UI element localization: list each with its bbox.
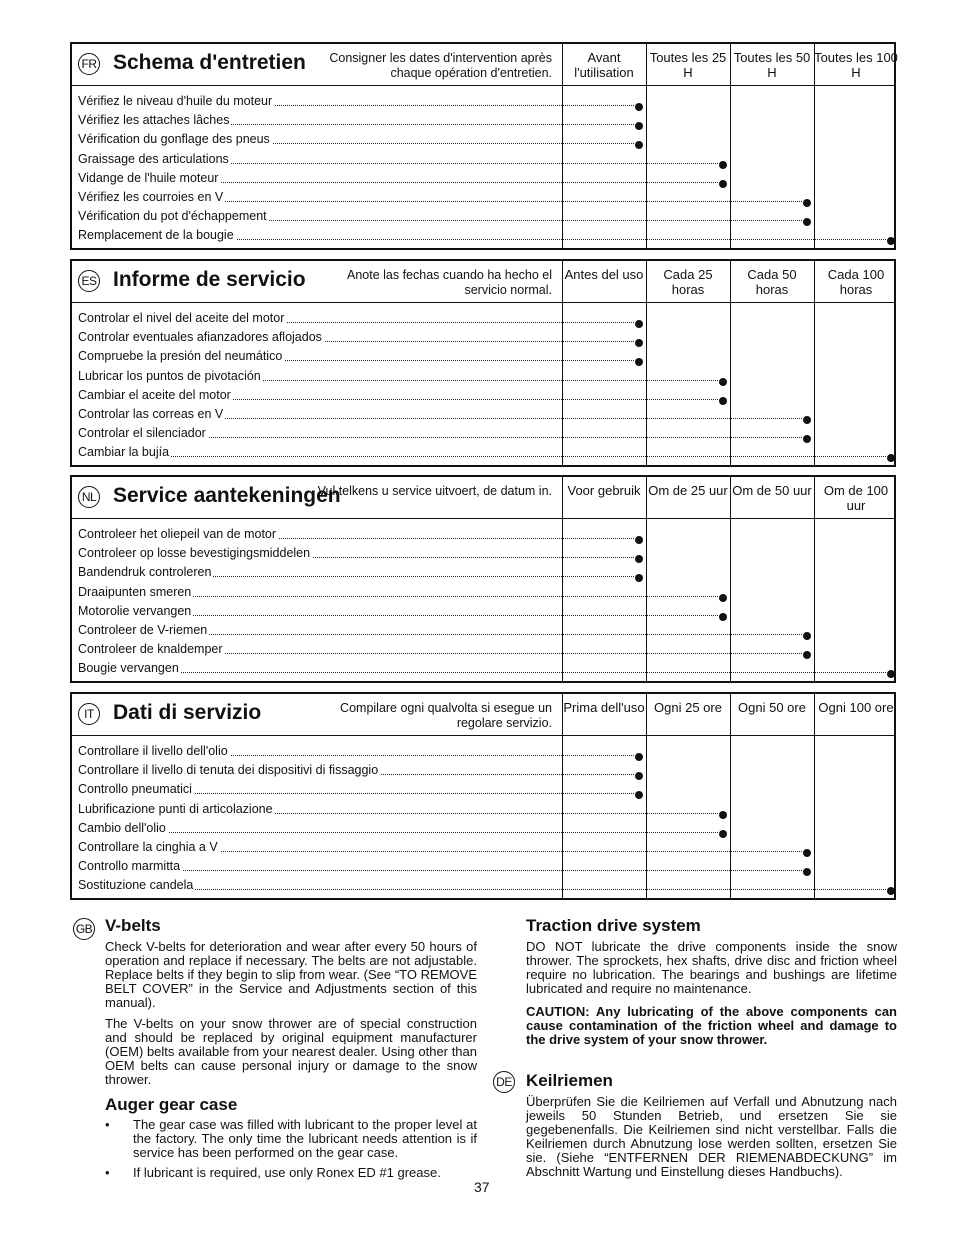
maintenance-row: [78, 226, 898, 245]
table-title: Schema d'entretien: [113, 51, 306, 74]
dot-leader: [78, 832, 718, 833]
interval-column-header: Avant l'utilisation: [574, 50, 634, 80]
maintenance-row: [78, 424, 814, 443]
maintenance-task-label: Controllo marmitta: [78, 859, 181, 874]
auger-bullet-1-text: The gear case was filled with lubricant to the proper level at the factory. The only time the lubricant needs attention is if service has been performed on the gear case.: [133, 1117, 477, 1160]
table-note: Consigner les dates d'intervention après chaque opération d'entretien.: [329, 51, 552, 80]
maintenance-task-label: Compruebe la presión del neumático: [78, 349, 283, 364]
interval-marker-dot: [635, 358, 643, 366]
interval-column-header: Om de 25 uur: [648, 483, 728, 498]
interval-column-header: Toutes les 50 H: [733, 50, 811, 80]
vbelts-paragraph-2: The V-belts on your snow thrower are of special construction and should be replaced by original equipment manufacturer (OEM) belts available from your nearest dealer. Using other than OEM belts can cause personal injury or damage to the snow thrower.: [105, 1016, 477, 1087]
maintenance-task-label: Vérifiez les attaches lâches: [78, 113, 230, 128]
interval-column-header: Prima dell'uso: [563, 700, 645, 715]
interval-column-header: Cada 50 horas: [747, 267, 797, 297]
maintenance-task-label: Vérification du pot d'échappement: [78, 209, 267, 224]
interval-marker-dot: [803, 868, 811, 876]
maintenance-task-label: Vérification du gonflage des pneus: [78, 132, 270, 147]
maintenance-task-label: Lubricar los puntos de pivotación: [78, 368, 261, 383]
interval-marker-dot: [803, 849, 811, 857]
maintenance-task-label: Cambiar el aceite del motor: [78, 387, 231, 402]
maintenance-task-label: Controleer de V-riemen: [78, 623, 208, 637]
auger-bullet-2-text: If lubricant is required, use only Ronex ED #1 grease.: [133, 1165, 441, 1180]
vbelts-heading: V-belts: [105, 916, 161, 935]
interval-marker-dot: [803, 199, 811, 207]
interval-marker-dot: [803, 435, 811, 443]
interval-marker-dot: [635, 574, 643, 582]
interval-column-header: Ogni 50 ore: [738, 700, 806, 715]
interval-column-header: Ogni 25 ore: [654, 700, 722, 715]
page-number: 37: [474, 1179, 490, 1195]
language-badge: IT: [78, 703, 100, 725]
interval-marker-dot: [887, 237, 895, 245]
maintenance-row: [78, 309, 646, 328]
maintenance-row: [78, 602, 730, 621]
maintenance-row: [78, 386, 730, 405]
interval-column-header: Toutes les 100 H: [814, 50, 898, 80]
maintenance-row: [78, 761, 646, 780]
auger-bullet-2: [105, 1166, 477, 1180]
table-note: Vul telkens u service uitvoert, de datum in.: [317, 484, 552, 498]
gb-language-badge: GB: [73, 918, 95, 940]
maintenance-task-label: Cambiar la bujía: [78, 445, 170, 460]
maintenance-task-label: Controllare la cinghia a V: [78, 840, 218, 854]
language-badge: ES: [78, 270, 100, 292]
traction-paragraph: DO NOT lubricate the drive components inside the snow thrower. The sprockets, hex shafts, drive disc and friction wheel require no lubrication. The bearings and bushings are lifetime lubricated and require no maintenance.: [526, 939, 897, 996]
maintenance-row: [78, 150, 730, 169]
interval-column-header: Antes del uso: [564, 267, 644, 282]
maintenance-row: [78, 207, 814, 226]
maintenance-row: [78, 405, 814, 424]
interval-marker-dot: [887, 670, 895, 678]
table-title: Dati di servizio: [113, 701, 262, 724]
maintenance-task-label: Lubrificazione punti di articolazione: [78, 801, 273, 816]
maintenance-row: [78, 525, 646, 544]
maintenance-task-label: Vérifiez les courroies en V: [78, 190, 224, 204]
auger-gear-case-heading: Auger gear case: [105, 1095, 238, 1114]
maintenance-table-nl: [70, 475, 896, 683]
maintenance-row: [78, 367, 730, 386]
interval-column-header: Voor gebruik: [567, 483, 641, 498]
interval-marker-dot: [719, 594, 727, 602]
keilriemen-heading: Keilriemen: [526, 1071, 613, 1090]
interval-marker-dot: [719, 180, 727, 188]
maintenance-task-label: Controleer de knaldemper: [78, 642, 223, 657]
interval-marker-dot: [635, 772, 643, 780]
maintenance-task-label: Controllare il livello di tenuta dei dispositivi di fissaggio: [78, 763, 379, 778]
maintenance-row: [78, 800, 730, 819]
interval-marker-dot: [719, 811, 727, 819]
table-title: Service aantekeningen: [113, 484, 341, 507]
de-language-badge: DE: [493, 1071, 515, 1093]
dot-leader: [78, 456, 886, 457]
vbelts-paragraph-1: Check V-belts for deterioration and wear after every 50 hours of operation and replace if necessary. The belts are not adjustable. Replace belts if they begin to slip from wear. (See “TO REMOVE BELT COVER” in the Service and Adjustments section of this manual).: [105, 939, 477, 1010]
interval-marker-dot: [635, 141, 643, 149]
maintenance-row: [78, 857, 814, 876]
interval-column-header: Cada 100 horas: [827, 267, 885, 297]
maintenance-task-label: Controlar eventuales afianzadores aflojados: [78, 330, 322, 345]
maintenance-row: [78, 328, 646, 347]
bullet-mark: •: [105, 1117, 110, 1132]
interval-marker-dot: [635, 122, 643, 130]
language-badge: FR: [78, 53, 100, 75]
interval-column-header: Cada 25 horas: [663, 267, 713, 297]
interval-marker-dot: [719, 830, 727, 838]
maintenance-row: [78, 443, 898, 462]
maintenance-row: [78, 640, 814, 659]
maintenance-table-es: [70, 259, 896, 467]
interval-column-header: Toutes les 25 H: [649, 50, 727, 80]
maintenance-task-label: Remplacement de la bougie: [78, 228, 234, 243]
maintenance-task-label: Graissage des articulations: [78, 151, 229, 166]
maintenance-task-label: Controlar el silenciador: [78, 426, 206, 441]
maintenance-row: [78, 838, 814, 857]
maintenance-row: [78, 583, 730, 602]
auger-bullet-1: [105, 1118, 477, 1160]
interval-marker-dot: [635, 339, 643, 347]
interval-column-header: Om de 50 uur: [732, 483, 812, 498]
interval-marker-dot: [719, 161, 727, 169]
maintenance-row: [78, 659, 898, 678]
maintenance-row: [78, 347, 646, 366]
keilriemen-paragraph: Überprüfen Sie die Keilriemen auf Verfall und Abnutzung nach jeweils 50 Stunden Betrieb, und ersetzen Sie sie gegebenenfalls. Die Keilriemen sind nicht verstellbar. Falls die Keilriemen durch Abnutzung lose werden sollten, ersetzen Sie sie. (Siehe “ENTFERNEN DER RIEMENABDECKUNG” im Abschnitt Wartung und Einstellung dieses Handbuchs).: [526, 1094, 897, 1179]
maintenance-task-label: Controleer het oliepeil van de motor: [78, 527, 277, 541]
maintenance-row: [78, 111, 646, 130]
bullet-mark: •: [105, 1165, 110, 1180]
maintenance-row: [78, 876, 898, 895]
maintenance-row: [78, 188, 814, 207]
interval-marker-dot: [803, 651, 811, 659]
maintenance-task-label: Bandendruk controleren: [78, 565, 212, 580]
interval-marker-dot: [803, 632, 811, 640]
maintenance-row: [78, 621, 814, 640]
maintenance-row: [78, 130, 646, 149]
interval-column-header: Om de 100 uur: [823, 483, 889, 513]
interval-marker-dot: [887, 454, 895, 462]
interval-marker-dot: [719, 378, 727, 386]
language-badge: NL: [78, 486, 100, 508]
maintenance-row: [78, 544, 646, 563]
maintenance-row: [78, 92, 646, 111]
interval-marker-dot: [635, 103, 643, 111]
maintenance-row: [78, 819, 730, 838]
maintenance-task-label: Controllo pneumatici: [78, 782, 192, 797]
interval-marker-dot: [887, 887, 895, 895]
maintenance-table-it: [70, 692, 896, 900]
interval-marker-dot: [635, 320, 643, 328]
maintenance-row: [78, 780, 646, 799]
interval-marker-dot: [803, 218, 811, 226]
maintenance-task-label: Controlar el nivel del aceite del motor: [78, 311, 285, 325]
maintenance-row: [78, 169, 730, 188]
dot-leader: [78, 672, 886, 673]
maintenance-task-label: Cambio dell'olio: [78, 820, 166, 835]
table-note: Anote las fechas cuando ha hecho el servicio normal.: [346, 268, 552, 297]
interval-marker-dot: [635, 753, 643, 761]
maintenance-task-label: Vérifiez le niveau d'huile du moteur: [78, 94, 273, 108]
interval-marker-dot: [635, 536, 643, 544]
interval-marker-dot: [719, 397, 727, 405]
maintenance-task-label: Controleer op losse bevestigingsmiddelen: [78, 546, 311, 561]
table-note: Compilare ogni qualvolta si esegue un regolare servizio.: [340, 701, 552, 730]
maintenance-task-label: Bougie vervangen: [78, 661, 179, 676]
maintenance-task-label: Sostituzione candela: [78, 878, 194, 893]
interval-marker-dot: [635, 791, 643, 799]
dot-leader: [78, 870, 802, 871]
traction-caution: CAUTION: Any lubricating of the above components can cause contamination of the friction wheel and damage to the drive system of your snow thrower.: [526, 1004, 897, 1047]
maintenance-task-label: Vidange de l'huile moteur: [78, 170, 219, 185]
maintenance-task-label: Controllare il livello dell'olio: [78, 744, 228, 758]
maintenance-task-label: Controlar las correas en V: [78, 407, 224, 421]
maintenance-table-fr: [70, 42, 896, 250]
table-title: Informe de servicio: [113, 268, 306, 291]
maintenance-row: [78, 742, 646, 761]
interval-marker-dot: [719, 613, 727, 621]
maintenance-row: [78, 563, 646, 582]
dot-leader: [78, 889, 886, 890]
interval-column-header: Ogni 100 ore: [818, 700, 894, 715]
traction-drive-heading: Traction drive system: [526, 916, 701, 935]
interval-marker-dot: [803, 416, 811, 424]
maintenance-task-label: Motorolie vervangen: [78, 603, 192, 618]
maintenance-task-label: Draaipunten smeren: [78, 584, 192, 599]
interval-marker-dot: [635, 555, 643, 563]
column-divider: [814, 694, 815, 898]
